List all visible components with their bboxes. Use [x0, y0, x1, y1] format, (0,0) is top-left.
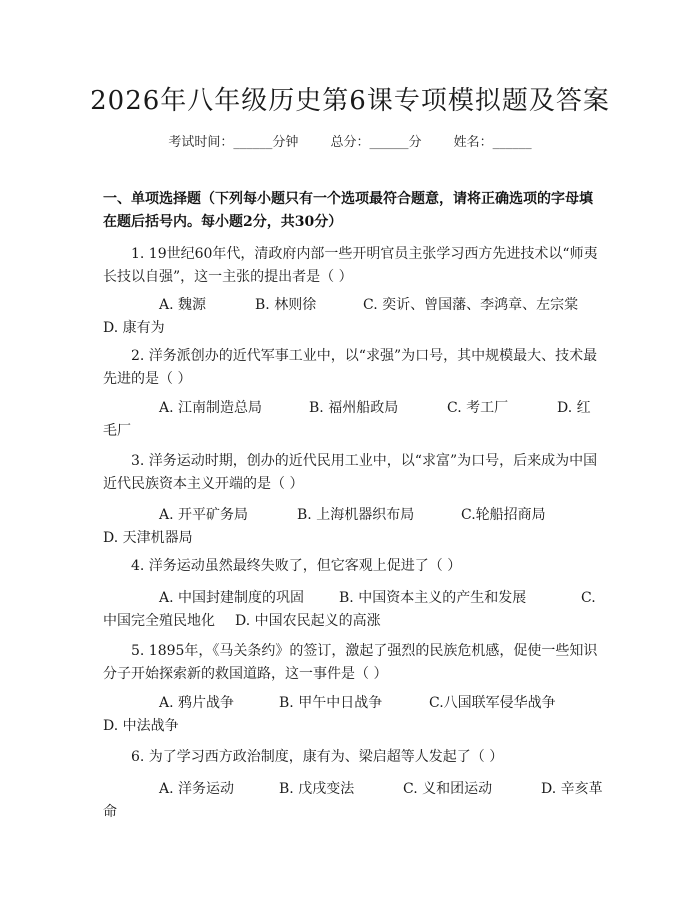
- question-4-option-b: B. 中国资本主义的产生和发展: [339, 590, 527, 606]
- question-6-option-b: B. 戊戌变法: [279, 781, 355, 797]
- total-score-field: [330, 135, 421, 150]
- time-unit: 分钟: [272, 135, 299, 150]
- question-6-option-a: A. 洋务运动: [159, 781, 235, 797]
- question-3-option-b: B. 上海机器织布局: [297, 507, 415, 523]
- question-2-stem: 2. 洋务派创办的近代军事工业中，以“求强”为口号，其中规模最大、技术最先进的是（ ）: [103, 348, 598, 387]
- question-6-stem: 6. 为了学习西方政治制度，康有为、梁启超等人发起了（ ）: [131, 749, 504, 765]
- question-5-stem: 5. 1895年，《马关条约》的签订，激起了强烈的民族危机感，促使一些知识分子开始探索新的救国道路，这一事件是（ ）: [103, 643, 598, 682]
- question-1-stem: 1. 19世纪60年代，清政府内部一些开明官员主张学习西方先进技术以“师夷长技以自强”，这一主张的提出者是（ ）: [103, 246, 598, 285]
- score-label: 总分：: [330, 135, 370, 150]
- question-1-option-a: A. 魏源: [159, 297, 207, 313]
- question-5-option-b: B. 甲午中日战争: [279, 695, 383, 711]
- question-1-option-d: D. 康有为: [103, 320, 165, 336]
- score-blank: ______: [369, 135, 409, 150]
- time-blank: ______: [233, 135, 273, 150]
- question-5-option-d: D. 中法战争: [103, 718, 179, 734]
- question-3-options: [103, 504, 603, 550]
- question-4-option-d: D. 中国农民起义的高涨: [235, 613, 381, 629]
- question-2-option-c: C. 考工厂: [447, 400, 509, 416]
- question-4-stem: 4. 洋务运动虽然最终失败了，但它客观上促进了（ ）: [131, 558, 462, 574]
- question-4-options: [103, 587, 603, 633]
- name-field: [454, 135, 532, 150]
- question-3-stem: 3. 洋务运动时期，创办的近代民用工业中，以“求富”为口号，后来成为中国近代民族资本主义开端的是（ ）: [103, 453, 598, 492]
- question-2-option-b: B. 福州船政局: [309, 400, 399, 416]
- question-3-option-d: D. 天津机器局: [103, 530, 193, 546]
- question-6-option-c: C. 义和团运动: [403, 781, 493, 797]
- question-1-option-c: C. 奕䜣、曾国藩、李鸿章、左宗棠: [363, 297, 579, 313]
- name-label: 姓名：: [453, 135, 493, 150]
- name-blank: ______: [492, 135, 532, 150]
- question-1-options: [103, 294, 603, 340]
- question-3-option-c: C.轮船招商局: [461, 507, 546, 523]
- question-4-option-c: C. 中国完全殖民地化: [103, 590, 596, 629]
- question-5-option-a: A. 鸦片战争: [159, 695, 235, 711]
- section-heading: 一、单项选择题（下列每小题只有一个选项最符合题意，请将正确选项的字母填在题后括号内。每小题2分，共30分）: [103, 191, 593, 230]
- question-5-options: [103, 692, 603, 738]
- question-2-option-d: D. 红毛厂: [103, 400, 591, 439]
- question-4-option-a: A. 中国封建制度的巩固: [159, 590, 305, 606]
- page-title: 2026年八年级历史第6课专项模拟题及答案: [90, 86, 610, 116]
- score-unit: 分: [408, 135, 422, 150]
- exam-time-field: [168, 135, 298, 150]
- question-3-option-a: A. 开平矿务局: [159, 507, 249, 523]
- exam-info-line: [0, 131, 700, 150]
- question-2-options: [103, 397, 603, 443]
- time-label: 考试时间：: [168, 135, 234, 150]
- question-5-option-c: C.八国联军侵华战争: [429, 695, 556, 711]
- question-6-options: [103, 778, 603, 824]
- question-6-option-d: D. 辛亥革命: [103, 781, 603, 820]
- question-1-option-b: B. 林则徐: [255, 297, 317, 313]
- question-2-option-a: A. 江南制造总局: [159, 400, 263, 416]
